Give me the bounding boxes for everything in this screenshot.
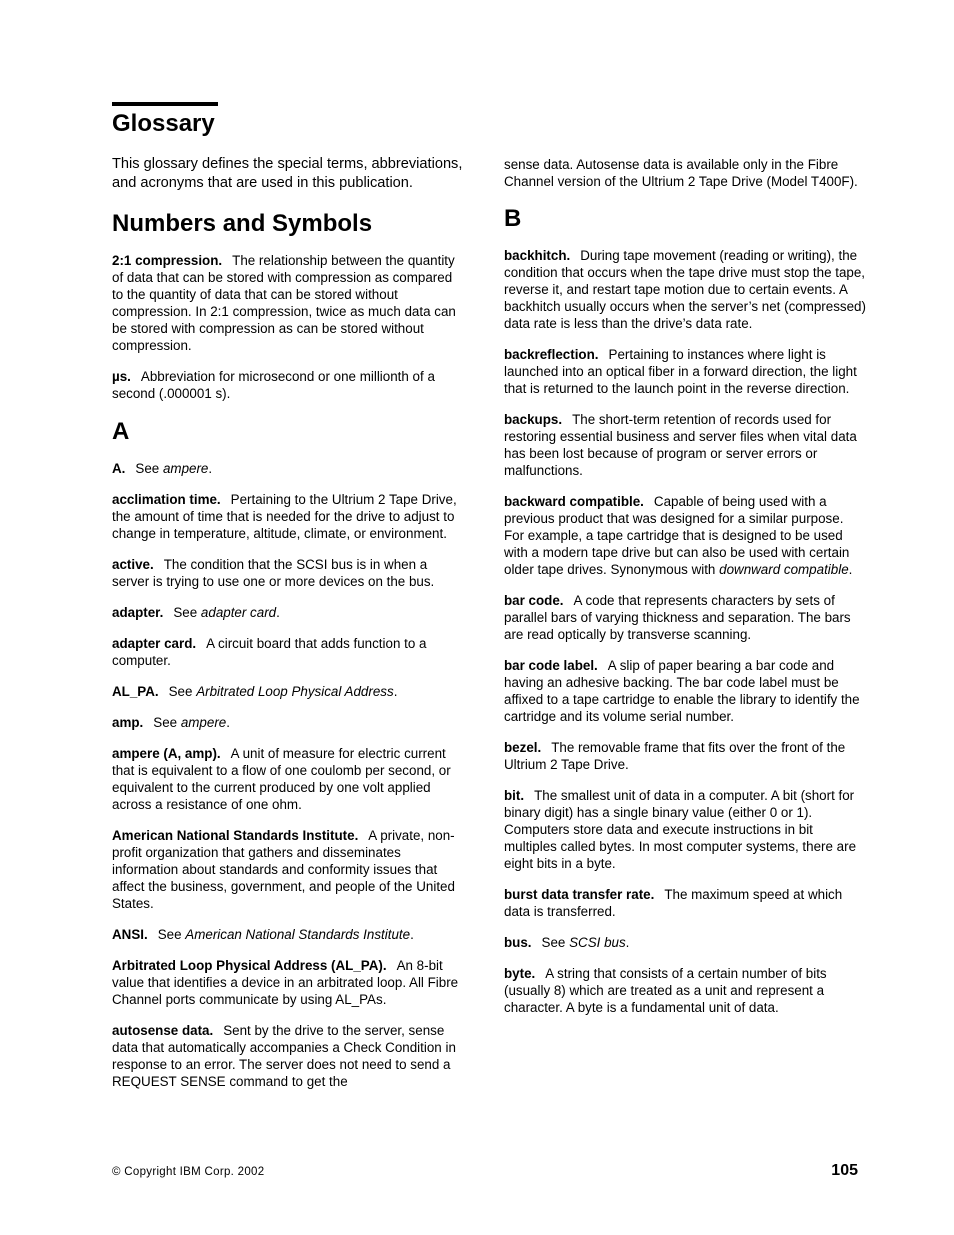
entry-definition: Sent by the drive to the server, sense data that automatically accompanies a Check Condition in response to an error. The server does not need to send a REQUEST SENSE command to get the xyxy=(112,1023,456,1089)
glossary-entry-ampere xyxy=(112,745,467,813)
glossary-entry-backward-compatible xyxy=(504,493,866,578)
entry-definition: Pertaining to the Ultrium 2 Tape Drive, the amount of time that is needed for the drive to adjust to change in temperature, altitude, climate, or environment. xyxy=(112,492,457,541)
entry-period: . xyxy=(226,715,230,730)
glossary-entry-autosense-data xyxy=(112,1022,467,1090)
entry-term: acclimation time. xyxy=(112,492,221,507)
entry-term: active. xyxy=(112,557,154,572)
entry-period: . xyxy=(208,461,213,476)
entry-see: See xyxy=(157,927,182,942)
entry-term: 2:1 compression. xyxy=(112,253,223,268)
entry-definition: An 8-bit value that identifies a device in an arbitrated loop. All Fibre Channel ports communicate by using AL_PAs. xyxy=(112,958,459,1007)
entry-term: backups. xyxy=(504,412,563,427)
section-heading-a: A xyxy=(112,418,130,445)
page-title: Glossary xyxy=(112,110,215,137)
entry-definition: A unit of measure for electric current that is equivalent to a flow of one coulomb per second, or equivalent to the current produced by one volt applied across a resistance of one ohm. xyxy=(112,746,451,812)
entry-definition: The condition that the SCSI bus is in when a server is trying to use one or more devices on the bus. xyxy=(112,557,435,589)
entry-cross-reference: SCSI bus xyxy=(569,935,626,950)
entry-term: backreflection. xyxy=(504,347,599,362)
section-heading-b: B xyxy=(504,205,522,232)
entry-term: A. xyxy=(112,461,126,476)
entry-period: . xyxy=(625,935,630,950)
glossary-entry-ansi xyxy=(112,926,467,943)
entry-cross-reference: adapter card xyxy=(200,605,277,620)
entry-cross-reference: downward compatible xyxy=(719,562,849,577)
glossary-entry-arbitrated-loop xyxy=(112,957,467,1008)
entry-term: bus. xyxy=(504,935,532,950)
entry-term: adapter card. xyxy=(112,636,197,651)
entry-term: bit. xyxy=(504,788,525,803)
glossary-entry-acclimation-time xyxy=(112,491,467,542)
glossary-entry-amp xyxy=(112,714,467,731)
glossary-entry-backhitch xyxy=(504,247,866,332)
entry-definition: A code that represents characters by sets of parallel bars of varying thickness and separation. The bars are read optically by transverse scanning. xyxy=(504,593,851,642)
entry-definition: A string that consists of a certain number of bits (usually 8) which are treated as a unit and represent a character. A byte is a fundamental unit of data. xyxy=(504,966,827,1015)
entry-term: ANSI. xyxy=(112,927,148,942)
entry-cross-reference: ampere xyxy=(180,715,227,730)
entry-term: American National Standards Institute. xyxy=(112,828,359,843)
footer-copyright: © Copyright IBM Corp. 2002 xyxy=(112,1166,265,1178)
entry-term: byte. xyxy=(504,966,536,981)
glossary-entry-adapter xyxy=(112,604,467,621)
entry-period: . xyxy=(393,684,398,699)
glossary-entry-backreflection xyxy=(504,346,866,397)
glossary-entry-microsecond xyxy=(112,368,467,402)
entry-term: bar code. xyxy=(504,593,564,608)
intro-paragraph: This glossary defines the special terms, abbreviations, and acronyms that are used in this publication. xyxy=(112,156,463,191)
entry-definition: Capable of being used with a previous product that was designed for a similar purpose. For example, a tape cartridge that is designed to be used with a modern tape drive but can also be used with certain older tape drives. Synonymous with xyxy=(504,494,850,577)
entry-see: See xyxy=(541,935,566,950)
entry-term: backhitch. xyxy=(504,248,571,263)
entry-definition: During tape movement (reading or writing), the condition that occurs when the tape drive must stop the tape, reverse it, and restart tape motion due to certain events. A backhitch usually occurs when the server’s net (compressed) data rate is less than the drive’s data rate. xyxy=(504,248,866,331)
entry-definition: The short-term retention of records used for restoring essential business and server files when vital data has been lost because of program or server errors or malfunctions. xyxy=(504,412,857,478)
entry-definition: A private, non-profit organization that gathers and disseminates information about standards and conformity issues that affect the business, government, and people of the United States. xyxy=(112,828,455,911)
section-heading-numbers: Numbers and Symbols xyxy=(112,210,373,237)
entry-definition: Abbreviation for microsecond or one millionth of a second (.000001 s). xyxy=(112,369,435,401)
entry-see: See xyxy=(153,715,178,730)
entry-cross-reference: Arbitrated Loop Physical Address xyxy=(196,684,394,699)
glossary-entry-a xyxy=(112,460,467,477)
entry-term: AL_PA. xyxy=(112,684,159,699)
glossary-entry-bezel xyxy=(504,739,866,773)
glossary-entry-active xyxy=(112,556,467,590)
glossary-entry-byte xyxy=(504,965,866,1016)
entry-definition: The maximum speed at which data is transferred. xyxy=(504,887,843,919)
entry-period: . xyxy=(410,927,414,942)
entry-definition: The relationship between the quantity of data that can be stored with compression as compared to the quantity of data that can be stored without compression. In 2:1 compression, twice as much data can be stored with compression as can be stored without compression. xyxy=(112,253,456,353)
entry-cross-reference: ampere xyxy=(162,461,209,476)
right-column xyxy=(504,156,866,1030)
page-number: 105 xyxy=(831,1162,858,1179)
entry-cross-reference: American National Standards Institute xyxy=(185,927,411,942)
entry-definition: Pertaining to instances where light is launched into an optical fiber in a forward direction, the light that is returned to the launch point in the reverse direction. xyxy=(504,347,857,396)
entry-term: ampere (A, amp). xyxy=(112,746,221,761)
entry-definition: The removable frame that fits over the front of the Ultrium 2 Tape Drive. xyxy=(504,740,846,772)
entry-term: bezel. xyxy=(504,740,542,755)
glossary-entry-al-pa xyxy=(112,683,467,700)
entry-term: burst data transfer rate. xyxy=(504,887,655,902)
entry-term: autosense data. xyxy=(112,1023,214,1038)
glossary-entry-ansi-institute xyxy=(112,827,467,912)
left-column xyxy=(112,155,467,1104)
glossary-entry-bar-code xyxy=(504,592,866,643)
entry-term: µs. xyxy=(112,369,131,384)
entry-term: backward compatible. xyxy=(504,494,644,509)
glossary-entry-bar-code-label xyxy=(504,657,866,725)
entry-period: . xyxy=(276,605,280,620)
glossary-entry-bit xyxy=(504,787,866,872)
entry-see: See xyxy=(168,684,193,699)
entry-definition: A circuit board that adds function to a computer. xyxy=(112,636,427,668)
entry-term: amp. xyxy=(112,715,144,730)
glossary-entry-2-1-compression xyxy=(112,252,467,354)
entry-term: Arbitrated Loop Physical Address (AL_PA). xyxy=(112,958,387,973)
autosense-continuation: sense data. Autosense data is available only in the Fibre Channel version of the Ultrium 2 Tape Drive (Model T400F). xyxy=(504,157,858,189)
glossary-entry-adapter-card xyxy=(112,635,467,669)
entry-definition: A slip of paper bearing a bar code and having an adhesive backing. The bar code label must be affixed to a tape cartridge to enable the library to identify the cartridge and its volume serial number. xyxy=(504,658,860,724)
entry-term: adapter. xyxy=(112,605,164,620)
entry-see: See xyxy=(135,461,160,476)
entry-see: See xyxy=(173,605,198,620)
glossary-entry-bus xyxy=(504,934,866,951)
entry-definition: The smallest unit of data in a computer. A bit (short for binary digit) has a single binary value (either 0 or 1). Computers store data and execute instructions in bit multiples called bytes. In most computer systems, there are eight bits in a byte. xyxy=(504,788,857,871)
title-rule xyxy=(112,102,218,106)
glossary-entry-burst-data-transfer-rate xyxy=(504,886,866,920)
entry-term: bar code label. xyxy=(504,658,598,673)
glossary-entry-backups xyxy=(504,411,866,479)
entry-period: . xyxy=(848,562,853,577)
